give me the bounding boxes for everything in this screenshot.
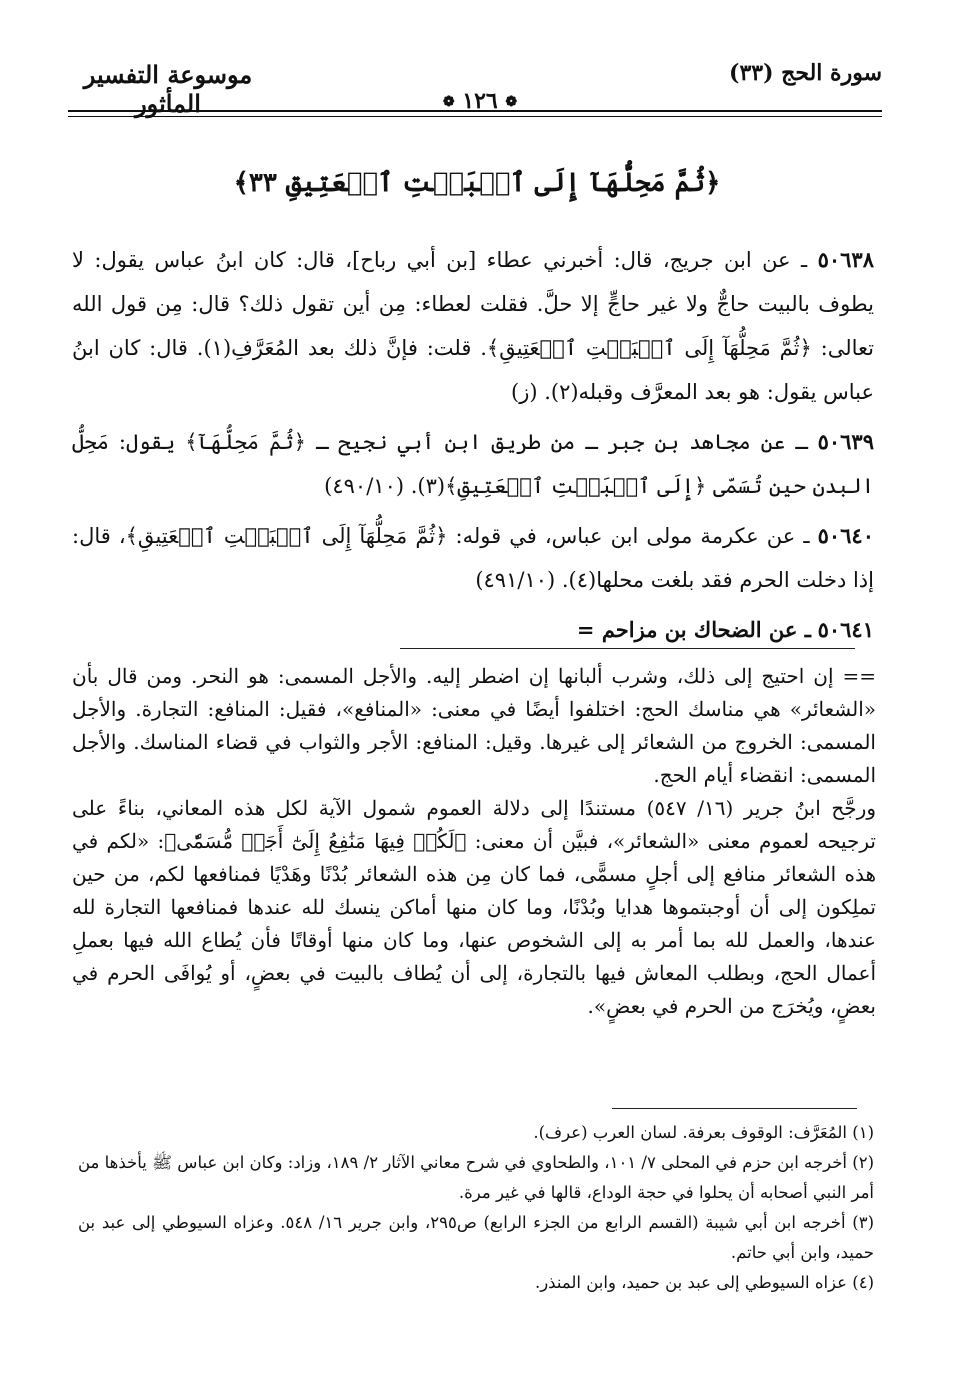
- ornament-icon: ❁: [505, 94, 518, 110]
- narration-text: ـ عن الضحاك بن مزاحم =: [576, 617, 811, 642]
- verse-number: (٣٣): [729, 60, 774, 86]
- narration-text: ـ عن عكرمة مولى ابن عباس، في قوله: ﴿ثُمَّ مَحِلُّهَآ إِلَى ٱلۡبَيۡتِ ٱلۡعَتِيقِ﴾، قال: إذا دخلت الحرم فقد بلغت محلها(٤). (٤٩١/١٠): [72, 524, 874, 592]
- narration-number: ٥٠٦٣٨: [817, 247, 874, 272]
- narration-number: ٥٠٦٤١: [817, 617, 874, 642]
- narration: [72, 420, 874, 508]
- footnote-separator: [612, 1108, 857, 1109]
- footnote: (١) المُعَرَّف: الوقوف بعرفة. لسان العرب (عرف).: [533, 1123, 874, 1142]
- commentary: [72, 660, 876, 1023]
- footnote: (٢) أخرجه ابن حزم في المحلى ٧/ ١٠١، والطحاوي في شرح معاني الآثار ٢/ ١٨٩، وزاد: وكان ابن عباس ﷺ يأخذها من أمر النبي أصحابه أن يحلوا في حجة الوداع، قالها في غير مرة.: [78, 1153, 874, 1202]
- narration-number: ٥٠٦٣٩: [817, 429, 874, 454]
- narration-text: ـ عن مجاهد بن جبر ـ من طريق ابن أبي نجيح ـ ﴿ثُمَّ مَحِلُّهَآ﴾ يقول: مَحِلُّ البدن حين تُسَمّى ﴿إِلَى ٱلۡبَيۡتِ ٱلۡعَتِيقِ﴾(٣). (٤٩٠/١٠): [72, 430, 874, 498]
- narration-text: ـ عن ابن جريج، قال: أخبرني عطاء [بن أبي رباح]، قال: كان ابنُ عباس يقول: لا يطوف بالبيت حاجٌّ ولا غير حاجٍّ إلا حلَّ. فقلت لعطاء: مِن أين تقول ذلك؟ قال: مِن قول الله تعالى: ﴿ثُمَّ مَحِلُّهَآ إِلَى ٱلۡبَيۡتِ ٱلۡعَتِيقِ﴾. قلت: فإنَّ ذلك بعد المُعَرَّفِ(١). قال: كان ابنُ عباس يقول: هو بعد المعرَّف وقبله(٢). (ز): [72, 248, 874, 404]
- ornament-icon: ❁: [442, 94, 455, 110]
- surah-name: سورة الحج: [781, 60, 882, 86]
- narration-number: ٥٠٦٤٠: [817, 523, 874, 548]
- footnote: (٣) أخرجه ابن أبي شيبة (القسم الرابع من الجزء الرابع) ص٢٩٥، وابن جرير ١٦/ ٥٤٨. وعزاه السيوطي إلى عبد بن حميد، وابن أبي حاتم.: [78, 1213, 875, 1262]
- footnote: (٤) عزاه السيوطي إلى عبد بن حميد، وابن المنذر.: [534, 1273, 874, 1292]
- narrations: [72, 238, 874, 658]
- commentary-paragraph: == إن احتيج إلى ذلك، وشرب ألبانها إن اضطر إليه. والأجل المسمى: هو النحر. ومن قال بأن «الشعائر» هي مناسك الحج: اختلفوا أيضًا في معنى: «المنافع»، فقيل: المنافع: التجارة. والأجل المسمى: الخروج من الشعائر إلى غيرها. وقيل: المنافع: الأجر والثواب في قضاء المناسك. والأجل المسمى: انقضاء أيام الحج.: [72, 664, 876, 787]
- footnotes: [78, 1118, 874, 1298]
- narration: [72, 608, 874, 652]
- header-rule: [68, 110, 882, 112]
- narration: [72, 514, 874, 602]
- verse-title: ﴿ثُمَّ مَحِلُّهَآ إِلَى ٱلۡبَيۡتِ ٱلۡعَتِيقِ ٣٣﴾: [233, 168, 721, 198]
- commentary-separator: [400, 648, 855, 649]
- narration: [72, 238, 874, 414]
- header-rule-thin: [68, 116, 882, 117]
- page-number: ١٢٦: [462, 88, 498, 114]
- surah-header: [652, 60, 882, 86]
- commentary-paragraph: ورجَّح ابنُ جرير (١٦/ ٥٤٧) مستندًا إلى دلالة العموم شمول الآية لكل هذه المعاني، بناءً على ترجيحه لعموم معنى «الشعائر»، فبيَّن أن معنى: ﴿لَكُمۡ فِيهَا مَنَٰفِعُ إِلَىٰٓ أَجَلٖ مُّسَمّٗى﴾: «لكم في هذه الشعائر منافع إلى أجلٍ مسمًّى، فما كان مِن هذه الشعائر بُدْنًا وهَدْيًا فمنافعها لكم، من حين تملِكون إلى أن أوجبتموها هدايا وبُدْنًا، وما كان منها أماكن ينسك لله عندها فمنافعها التجارة لله عندها، والعمل لله بما أمر به إلى الشخوص عنها، وما كان منها أوقاتًا فأن يُطاع الله فيها بعملِ أعمال الحج، وبطلب المعاش فيها بالتجارة، إلى أن يُطاف بالبيت في بعضٍ، أو يُوافَى الحرم في بعضٍ، ويُخرَج من الحرم في بعضٍ».: [72, 796, 876, 1018]
- book-title: موسوعة التفسير المأثور: [83, 60, 253, 118]
